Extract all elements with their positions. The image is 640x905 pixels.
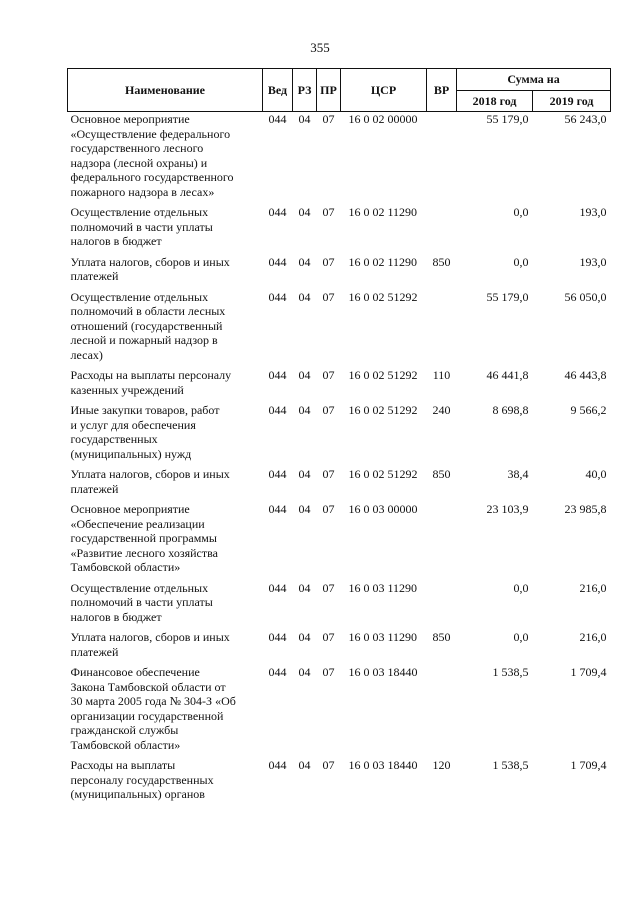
row-name-line: полномочий в части уплаты (70, 595, 213, 609)
row-pr: 07 (322, 467, 335, 481)
row-y1: 38,4 (507, 467, 529, 481)
row-pr: 07 (322, 368, 335, 382)
table-row (68, 502, 611, 581)
row-y1: 8 698,8 (492, 403, 529, 417)
row-name-line: налогов в бюджет (70, 609, 162, 624)
row-name-line: гражданской службы (70, 723, 179, 737)
row-ved: 044 (268, 205, 287, 219)
row-name-line: платежей (70, 644, 119, 659)
row-y1: 0,0 (513, 254, 529, 269)
row-y2: 56 050,0 (564, 289, 607, 304)
row-ved: 044 (268, 665, 287, 679)
row-name-line: налогов в бюджет (70, 234, 162, 248)
table-row (68, 467, 611, 502)
row-name-line: Расходы на выплаты персоналу (70, 368, 232, 382)
row-y2: 40,0 (585, 467, 607, 481)
row-y1: 23 103,9 (486, 502, 529, 516)
row-name-line: Уплата налогов, сборов и иных (70, 254, 230, 269)
row-name-line: Осуществление отдельных (70, 289, 209, 304)
row-name (68, 290, 263, 369)
table-row (68, 290, 611, 369)
row-rz: 04 (298, 403, 311, 417)
row-vr (427, 665, 457, 758)
row-rz: 04 (298, 205, 311, 219)
row-vr: 850 (432, 467, 451, 481)
table-row (68, 112, 611, 206)
row-name-line: государственных (70, 432, 158, 446)
row-y2: 23 985,8 (564, 502, 607, 516)
budget-table (67, 68, 611, 808)
row-name-line: Основное мероприятие (70, 502, 190, 516)
row-name-line: Тамбовской области» (70, 560, 181, 574)
header-csr: ЦСР (341, 69, 427, 112)
table-row (68, 758, 611, 808)
row-name-line: Закона Тамбовской области от (70, 679, 226, 694)
page-number: 355 (310, 40, 330, 55)
row-ved: 044 (268, 112, 287, 126)
row-rz: 04 (298, 758, 311, 772)
table-row (68, 205, 611, 255)
row-csr: 16 0 03 00000 (348, 502, 418, 516)
row-pr: 07 (322, 112, 335, 126)
row-name-line: и услуг для обеспечения (70, 417, 196, 432)
row-name-line: Осуществление отдельных (70, 205, 209, 219)
header-name: Наименование (68, 69, 263, 112)
row-pr: 07 (322, 254, 335, 269)
row-name-line: полномочий в части уплаты (70, 219, 213, 234)
row-y2: 9 566,2 (570, 403, 607, 417)
row-y1: 46 441,8 (486, 368, 529, 382)
row-name-line: надзора (лесной охраны) и (70, 155, 208, 170)
header-sum: Сумма на (457, 69, 611, 91)
row-y2: 216,0 (579, 580, 607, 595)
row-vr: 240 (432, 403, 451, 417)
row-name-line: (муниципальных) нужд (70, 446, 192, 461)
row-name (68, 205, 263, 255)
row-name-line: «Обеспечение реализации (70, 516, 205, 531)
row-name-line: (муниципальных) органов (70, 787, 205, 801)
row-rz: 04 (298, 580, 311, 595)
row-name-line: полномочий в области лесных (70, 304, 226, 318)
row-name-line: персоналу государственных (70, 772, 214, 787)
row-name-line: государственного лесного (70, 141, 204, 155)
row-csr: 16 0 02 51292 (348, 403, 418, 417)
table-row (68, 255, 611, 290)
row-rz: 04 (298, 665, 311, 679)
row-vr: 110 (432, 368, 451, 382)
header-pr: ПР (317, 69, 341, 112)
row-name (68, 630, 263, 665)
row-vr (427, 112, 457, 206)
row-rz: 04 (298, 254, 311, 269)
header-year-2019: 2019 год (533, 91, 611, 112)
row-name (68, 403, 263, 467)
row-ved: 044 (268, 580, 287, 595)
row-name-line: «Осуществление федерального (70, 126, 231, 141)
row-y2: 216,0 (579, 630, 607, 644)
row-csr: 16 0 03 11290 (348, 630, 418, 644)
row-name (68, 467, 263, 502)
row-name-line: лесах) (70, 347, 103, 362)
row-vr: 850 (432, 254, 451, 269)
row-ved: 044 (268, 403, 287, 417)
row-y2: 56 243,0 (564, 112, 607, 126)
row-pr: 07 (322, 665, 335, 679)
table-header (68, 69, 611, 112)
row-y2: 46 443,8 (564, 368, 607, 382)
row-name (68, 581, 263, 631)
row-name-line: Финансовое обеспечение (70, 665, 200, 679)
row-name-line: Расходы на выплаты (70, 758, 176, 772)
row-name-line: организации государственной (70, 708, 224, 723)
row-ved: 044 (268, 630, 287, 644)
row-csr: 16 0 03 18440 (348, 665, 418, 679)
row-vr: 120 (432, 758, 451, 772)
table-body (68, 112, 611, 808)
table-row (68, 581, 611, 631)
row-vr (427, 502, 457, 581)
row-csr: 16 0 02 51292 (348, 467, 418, 481)
row-pr: 07 (322, 758, 335, 772)
table-row (68, 665, 611, 758)
row-csr: 16 0 03 18440 (348, 758, 418, 772)
row-name-line: государственной программы (70, 531, 217, 545)
row-ved: 044 (268, 368, 287, 382)
row-name-line: платежей (70, 269, 119, 283)
row-pr: 07 (322, 580, 335, 595)
header-ved: Вед (263, 69, 293, 112)
row-vr (427, 205, 457, 255)
row-name (68, 368, 263, 403)
row-y2: 1 709,4 (570, 758, 607, 772)
row-ved: 044 (268, 502, 287, 516)
row-name-line: 30 марта 2005 года № 304-З «Об (70, 694, 236, 708)
row-csr: 16 0 02 51292 (348, 368, 418, 382)
table-row (68, 368, 611, 403)
row-y1: 55 179,0 (486, 112, 529, 126)
row-y2: 193,0 (579, 205, 607, 219)
row-name-line: Иные закупки товаров, работ (70, 403, 220, 417)
row-name (68, 665, 263, 758)
row-y2: 193,0 (579, 254, 607, 269)
header-vr: ВР (427, 69, 457, 112)
row-name-line: Уплата налогов, сборов и иных (70, 467, 230, 481)
row-name-line: Осуществление отдельных (70, 580, 209, 595)
row-pr: 07 (322, 502, 335, 516)
row-y1: 0,0 (513, 580, 529, 595)
row-rz: 04 (298, 502, 311, 516)
row-vr (427, 290, 457, 369)
row-pr: 07 (322, 630, 335, 644)
header-rz: РЗ (293, 69, 317, 112)
row-y1: 55 179,0 (486, 289, 529, 304)
row-name-line: «Развитие лесного хозяйства (70, 545, 218, 560)
row-name (68, 758, 263, 808)
table-row (68, 630, 611, 665)
row-rz: 04 (298, 112, 311, 126)
row-name (68, 255, 263, 290)
row-rz: 04 (298, 289, 311, 304)
row-pr: 07 (322, 289, 335, 304)
row-csr: 16 0 02 51292 (348, 289, 418, 304)
row-ved: 044 (268, 467, 287, 481)
row-pr: 07 (322, 205, 335, 219)
row-vr (427, 581, 457, 631)
row-name-line: Уплата налогов, сборов и иных (70, 630, 230, 644)
row-rz: 04 (298, 368, 311, 382)
row-y2: 1 709,4 (570, 665, 607, 679)
row-vr: 850 (432, 630, 451, 644)
row-rz: 04 (298, 630, 311, 644)
row-y1: 0,0 (513, 205, 529, 219)
row-ved: 044 (268, 254, 287, 269)
row-csr: 16 0 02 00000 (348, 112, 418, 126)
row-ved: 044 (268, 289, 287, 304)
row-csr: 16 0 02 11290 (348, 254, 418, 269)
header-year-2018: 2018 год (457, 91, 533, 112)
row-y1: 1 538,5 (492, 758, 529, 772)
row-name-line: казенных учреждений (70, 382, 184, 397)
row-name-line: платежей (70, 481, 119, 496)
table-row (68, 403, 611, 467)
row-name-line: федерального государственного (70, 170, 234, 184)
row-name-line: Тамбовской области» (70, 737, 181, 752)
row-name-line: пожарного надзора в лесах» (70, 184, 215, 199)
row-name (68, 112, 263, 206)
row-y1: 1 538,5 (492, 665, 529, 679)
row-rz: 04 (298, 467, 311, 481)
row-name (68, 502, 263, 581)
row-ved: 044 (268, 758, 287, 772)
row-y1: 0,0 (513, 630, 529, 644)
row-csr: 16 0 03 11290 (348, 580, 418, 595)
row-pr: 07 (322, 403, 335, 417)
row-name-line: лесной и пожарный надзор в (70, 333, 218, 347)
row-name-line: Основное мероприятие (70, 112, 190, 126)
row-csr: 16 0 02 11290 (348, 205, 418, 219)
row-name-line: отношений (государственный (70, 318, 223, 333)
